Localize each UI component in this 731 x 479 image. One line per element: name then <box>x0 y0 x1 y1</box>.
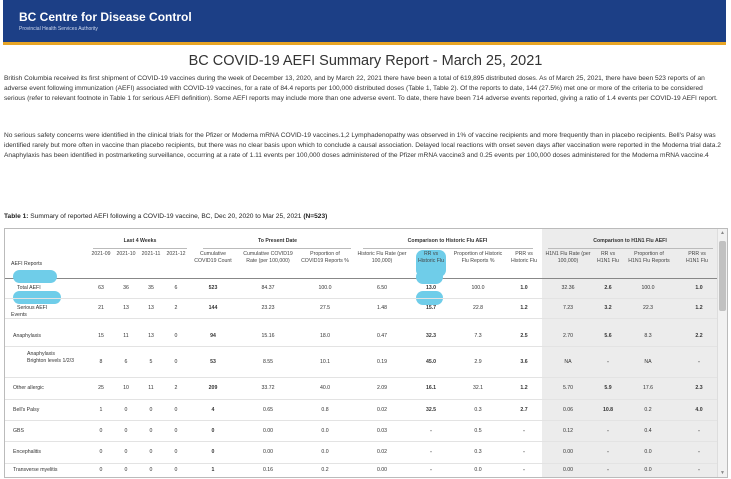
table-cell: 2 <box>174 305 178 311</box>
intro-paragraph: British Columbia received its first shipment of COVID-19 vaccines during the week of December 13, 2020, and by March 22, 2021 there have been a total of 619,895 distributed doses. As of March 25, 2021, there have been 523 reports of an adverse event following immunization (AEFI) associated with COVID-19 vaccines, for a rate of 84.4 reports per 100,000 distributed doses (Table 1, Table 2). Of the reports to date, 144 (27.5%) met one or more of the criteria to be considered serious (refer to relevant footnote in Table 1 for serious AEFI definition). Some AEFI reports may include more than one adverse event. To date, there have been 714 adverse events reported, giving a ratio of 1.4 events per COVID-19 AEFI report. <box>4 75 718 102</box>
section-aefi-reports: AEFI Reports <box>11 261 43 267</box>
table-cell: 2.5 <box>520 332 528 339</box>
report-title: BC COVID-19 AEFI Summary Report - March 25, 2021 <box>188 53 543 69</box>
aefi-summary-table[interactable] <box>4 228 728 478</box>
table-cell: 63 <box>98 285 104 291</box>
table-cell: 0.8 <box>321 406 329 413</box>
table-cell: 0.03 <box>376 427 388 434</box>
table-cell: 5.70 <box>562 385 574 391</box>
table-cell: 0.00 <box>262 427 274 434</box>
table-cell: 13 <box>148 332 154 339</box>
table-cell: 0.02 <box>376 449 388 455</box>
table-cell: 6.50 <box>376 285 388 291</box>
table-cell: 10.8 <box>602 406 614 413</box>
table-cell: 36 <box>123 285 129 291</box>
table-cell: 40.0 <box>319 385 331 391</box>
table-cell: 0 <box>174 332 178 339</box>
table-cell: 8 <box>99 358 103 365</box>
table-cell: 0.06 <box>562 406 574 413</box>
table-cell: 0 <box>211 449 215 455</box>
table-cell: 0.02 <box>376 406 388 413</box>
group-header-last-4-weeks: Last 4 Weeks <box>123 238 157 244</box>
scroll-up-icon[interactable]: ▲ <box>720 230 725 236</box>
table-cell: NA <box>564 358 572 365</box>
table-cell: 0.47 <box>376 332 388 339</box>
table-cell: 0.5 <box>474 427 482 434</box>
table-cell: 0.4 <box>644 427 652 434</box>
table-cell: 17.6 <box>642 385 654 391</box>
table-cell: - <box>430 449 432 455</box>
table-cell: - <box>698 467 700 473</box>
table-cell: 0.0 <box>644 467 652 473</box>
row-label: GBS <box>13 427 24 434</box>
table-cell: - <box>607 427 609 434</box>
column-header: Proportion of H1N1 Flu Reports <box>628 251 670 264</box>
table-cell: 0 <box>149 427 153 434</box>
table-cell: 2.09 <box>376 385 388 391</box>
row-label: Total AEFI <box>17 285 41 291</box>
table-cell: 0.0 <box>644 449 652 455</box>
row-divider <box>5 477 717 478</box>
table-cell: - <box>698 358 700 365</box>
table-cell: 0 <box>149 467 153 473</box>
table-cell: 1.2 <box>520 305 528 311</box>
row-label: Transverse myelitis <box>13 467 58 473</box>
table-cell: 523 <box>208 285 218 291</box>
table-cell: 11 <box>148 385 154 391</box>
table-cell: 2 <box>174 385 178 391</box>
table-cell: 0.00 <box>376 467 388 473</box>
total-aefi-highlight <box>13 270 57 283</box>
table-cell: 22.3 <box>642 305 654 311</box>
group-underline <box>363 248 533 249</box>
table-caption-n: (N=523) <box>303 213 328 220</box>
table-cell: 1.0 <box>695 285 703 291</box>
table-cell: 0 <box>174 406 178 413</box>
table-cell: - <box>607 467 609 473</box>
table-cell: 1.2 <box>695 305 703 311</box>
table-cell: 84.37 <box>261 285 275 291</box>
row-label: Other allergic <box>13 385 44 391</box>
table-cell: 0.0 <box>474 467 482 473</box>
table-cell: 2.3 <box>695 385 703 391</box>
table-cell: 22.8 <box>472 305 484 311</box>
table-cell: 4.0 <box>695 406 703 413</box>
table-cell: 23.23 <box>261 305 275 311</box>
column-header: PRR vs H1N1 Flu <box>686 251 708 264</box>
row-label: Anaphylaxis Brighton levels 1/2/3 <box>27 351 75 364</box>
table-cell: 100.0 <box>471 285 485 291</box>
total-aefi-rr-highlight <box>416 270 443 284</box>
table-cell: 1.2 <box>520 385 528 391</box>
table-cell: 209 <box>208 385 218 391</box>
table-cell: 18.0 <box>319 332 331 339</box>
column-header: Cumulative COVID19 Rate (per 100,000) <box>243 251 293 264</box>
brand-subtitle: Provincial Health Services Authority <box>19 26 98 32</box>
table-cell: 0.16 <box>262 467 274 473</box>
table-cell: 3.6 <box>520 358 528 365</box>
column-header: PRR vs Historic Flu <box>511 251 537 264</box>
table-cell: 13 <box>148 305 154 311</box>
table-cell: 6 <box>174 285 178 291</box>
column-header: Cumulative COVID19 Count <box>194 251 232 264</box>
table-cell: 5.6 <box>604 332 612 339</box>
table-cell: 1 <box>211 467 215 473</box>
table-cell: - <box>607 358 609 365</box>
table-cell: 0.19 <box>376 358 388 365</box>
column-header: H1N1 Flu Rate (per 100,000) <box>545 251 591 264</box>
column-header: 2021-10 <box>116 251 136 257</box>
table-cell: - <box>698 449 700 455</box>
table-cell: 100.0 <box>641 285 655 291</box>
table-cell: 0 <box>99 427 103 434</box>
row-label: Encephalitis <box>13 449 41 455</box>
table-cell: 0 <box>124 467 128 473</box>
table-cell: 0.00 <box>562 467 574 473</box>
table-scrollbar[interactable] <box>717 229 727 477</box>
table-cell: 0.0 <box>321 427 329 434</box>
table-cell: 0.2 <box>321 467 329 473</box>
brand-name[interactable]: BC Centre for Disease Control <box>19 10 192 24</box>
table-cell: 8.3 <box>644 332 652 339</box>
table-cell: 0.00 <box>262 449 274 455</box>
table-cell: 5.9 <box>604 385 612 391</box>
table-cell: 0 <box>149 406 153 413</box>
row-divider <box>5 441 717 442</box>
row-divider <box>5 318 717 319</box>
table-cell: 0.3 <box>474 406 482 413</box>
group-underline <box>93 248 187 249</box>
table-cell: - <box>430 427 432 434</box>
table-cell: 25 <box>98 385 104 391</box>
scroll-down-icon[interactable]: ▼ <box>720 470 725 476</box>
table-cell: 0 <box>149 449 153 455</box>
table-cell: 0.12 <box>562 427 574 434</box>
table-cell: 2.6 <box>604 285 612 291</box>
table-cell: 10 <box>123 385 129 391</box>
header-divider <box>5 278 717 279</box>
table-cell: 15.16 <box>261 332 275 339</box>
table-cell: 27.5 <box>319 305 331 311</box>
row-label: Bell's Palsy <box>13 406 40 413</box>
table-cell: 15 <box>98 332 104 339</box>
table-cell: 0 <box>174 467 178 473</box>
row-divider <box>5 399 717 400</box>
table-cell: 0 <box>174 427 178 434</box>
group-header-h1n1-flu: Comparison to H1N1 Flu AEFI <box>593 238 667 244</box>
column-header: 2021-12 <box>166 251 186 257</box>
section-events: Events <box>11 312 27 318</box>
table-cell: 53 <box>210 358 216 365</box>
table-cell: - <box>698 427 700 434</box>
table-cell: 100.0 <box>318 285 332 291</box>
column-header: Proportion of Historic Flu Reports % <box>453 251 503 264</box>
table-cell: 8.55 <box>262 358 274 365</box>
column-header: Historic Flu Rate (per 100,000) <box>357 251 407 264</box>
table-cell: 16.1 <box>425 385 437 391</box>
table-cell: 0 <box>211 427 215 434</box>
column-header: RR vs Historic Flu <box>418 251 444 264</box>
table-cell: 0.00 <box>562 449 574 455</box>
group-header-historic-flu: Comparison to Historic Flu AEFI <box>407 238 488 244</box>
scrollbar-thumb[interactable] <box>719 241 726 311</box>
table-cell: 32.5 <box>425 406 437 413</box>
table-cell: 0.0 <box>321 449 329 455</box>
table-cell: 7.3 <box>474 332 482 339</box>
table-cell: 32.3 <box>425 332 437 339</box>
table-cell: 0.2 <box>644 406 652 413</box>
column-header: RR vs H1N1 Flu <box>597 251 619 264</box>
row-divider <box>5 463 717 464</box>
table-cell: 13 <box>123 305 129 311</box>
table-cell: 0 <box>124 427 128 434</box>
table-cell: 0 <box>124 449 128 455</box>
table-cell: 10.1 <box>319 358 331 365</box>
table-cell: 11 <box>123 332 129 339</box>
table-cell: 0.65 <box>262 406 274 413</box>
row-divider <box>5 298 717 299</box>
table-cell: 0 <box>174 358 178 365</box>
table-cell: 3.2 <box>604 305 612 311</box>
table-cell: - <box>523 427 525 434</box>
table-cell: 2.70 <box>562 332 574 339</box>
table-cell: 21 <box>98 305 104 311</box>
table-cell: 7.23 <box>562 305 574 311</box>
table-cell: 32.1 <box>472 385 484 391</box>
table-cell: 94 <box>210 332 216 339</box>
table-cell: 0 <box>174 449 178 455</box>
column-header: Proportion of COVID19 Reports % <box>301 251 349 264</box>
table-cell: 1.0 <box>520 285 528 291</box>
group-underline <box>203 248 351 249</box>
column-header: 2021-09 <box>91 251 111 257</box>
table-cell: 35 <box>148 285 154 291</box>
table-cell: - <box>523 467 525 473</box>
table-cell: NA <box>644 358 652 365</box>
table-cell: 15.7 <box>425 305 437 311</box>
table-caption-label: Table 1: <box>4 213 29 220</box>
table-cell: 13.0 <box>425 285 437 291</box>
group-underline <box>548 248 713 249</box>
table-cell: - <box>523 449 525 455</box>
table-cell: 6 <box>124 358 128 365</box>
row-label: Anaphylaxis <box>13 332 41 339</box>
row-divider <box>5 420 717 421</box>
table-cell: 5 <box>149 358 153 365</box>
table-cell: - <box>430 467 432 473</box>
row-divider <box>5 346 717 347</box>
column-header: 2021-11 <box>141 251 161 257</box>
table-cell: 4 <box>211 406 215 413</box>
table-cell: 33.72 <box>261 385 275 391</box>
safety-paragraph: No serious safety concerns were identified in the clinical trials for the Pfizer or Moderna mRNA COVID-19 vaccines.1,2 Lymphadenopathy was observed in 1% of vaccine recipients and more frequently than in placebo recipients. Bell's Palsy was identified rarely but more often in vaccine than placebo recipients, but there was no clear basis upon which to conclude a causal association. Delayed local reactions with onset seven days after vaccination were reported in the Moderna trial data.2 Anaphylaxis has been identified in postmarketing surveillance, occurring at a rate of 1.11 events per 100,000 doses administered of the Pfizer mRNA vaccine3 and 0.25 events per 100,000 doses administered for the Moderna mRNA vaccine.4 <box>4 132 721 159</box>
table-cell: 32.36 <box>561 285 575 291</box>
table-cell: 45.0 <box>425 358 437 365</box>
table-cell: - <box>607 449 609 455</box>
table-cell: 2.9 <box>474 358 482 365</box>
site-header <box>3 0 726 45</box>
table-cell: 144 <box>208 305 218 311</box>
table-cell: 0 <box>124 406 128 413</box>
table-cell: 2.7 <box>520 406 528 413</box>
h1n1-shaded-column-block <box>542 229 717 477</box>
table-caption <box>4 213 327 220</box>
table-cell: 1.48 <box>376 305 388 311</box>
group-header-to-present-date: To Present Date <box>257 238 298 244</box>
table-cell: 2.2 <box>695 332 703 339</box>
table-cell: 0 <box>99 449 103 455</box>
table-cell: 0.3 <box>474 449 482 455</box>
table-caption-text: Summary of reported AEFI following a COVID-19 vaccine, BC, Dec 20, 2020 to Mar 25, 2021 <box>28 213 304 220</box>
row-label: Serious AEFI <box>17 305 48 311</box>
row-divider <box>5 377 717 378</box>
table-cell: 1 <box>99 406 103 413</box>
table-cell: 0 <box>99 467 103 473</box>
